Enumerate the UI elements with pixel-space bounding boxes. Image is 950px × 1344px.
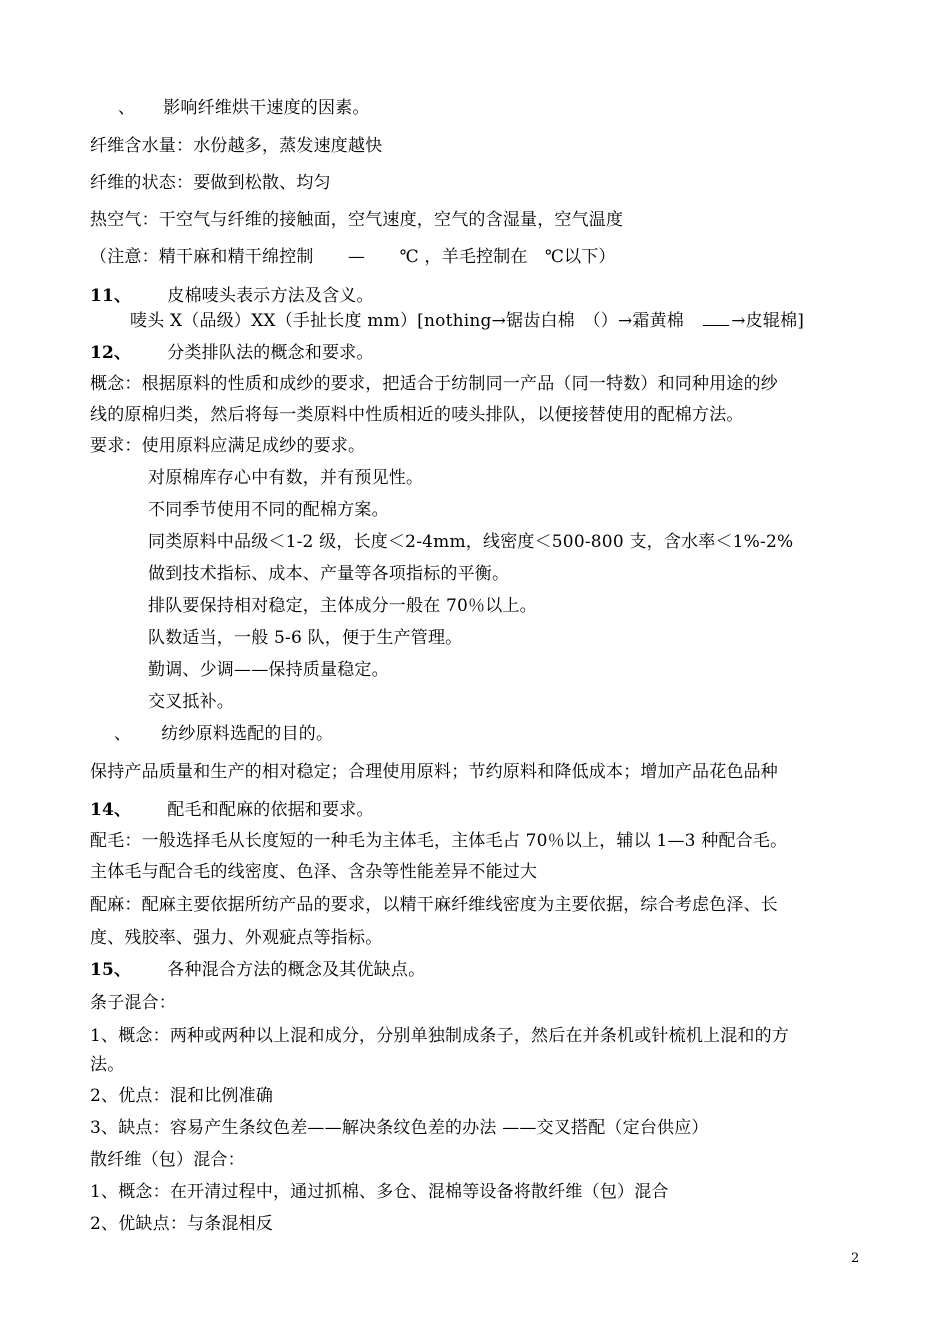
- q14-number: 14、: [90, 800, 132, 820]
- fill-in-blank: [703, 311, 729, 326]
- q12-heading: 分类排队法的概念和要求。: [167, 343, 374, 363]
- q15-bulk-title: 散纤维（包）混合：: [90, 1150, 245, 1170]
- q12-requirement-1: 对原棉库存心中有数，并有预见性。: [148, 468, 424, 488]
- q12-requirement-6: 队数适当，一般 5-6 队，便于生产管理。: [148, 628, 463, 648]
- page-number: 2: [851, 1251, 860, 1266]
- q15-sliver-disadvantage: 3、缺点：容易产生条纹色差——解决条纹色差的办法 ——交叉搭配（定台供应）: [90, 1118, 709, 1138]
- q12-concept-1: 概念：根据原料的性质和成纱的要求，把适合于纺制同一产品（同一特数）和同种用途的纱: [90, 374, 778, 394]
- q10-heading-number: 、: [118, 98, 136, 118]
- q10-line-4: （注意：精干麻和精干绵控制 — ℃ ，羊毛控制在 ℃以下）: [90, 247, 616, 267]
- q15-sliver-concept-2: 法。: [90, 1055, 125, 1075]
- q12-requirement-7: 勤调、少调——保持质量稳定。: [148, 660, 389, 680]
- q15-sliver-title: 条子混合：: [90, 993, 176, 1013]
- q14-hemp-2: 度、残胶率、强力、外观疵点等指标。: [90, 928, 383, 948]
- q12-requirement-3: 同类原料中品级＜1-2 级，长度＜2-4mm，线密度＜500-800 支，含水率＜1%-2%: [148, 532, 794, 552]
- q14-hemp-1: 配麻：配麻主要依据所纺产品的要求，以精干麻纤维线密度为主要依据，综合考虑色泽、长: [90, 895, 778, 915]
- q14-heading: 配毛和配麻的依据和要求。: [167, 800, 374, 820]
- q10-line-2: 纤维的状态：要做到松散、均匀: [90, 173, 331, 193]
- q11-line-b: →皮辊棉]: [731, 311, 805, 331]
- q14-heading-line: [90, 799, 374, 821]
- q10-line-1: 纤维含水量：水份越多，蒸发速度越快: [90, 136, 383, 156]
- q12-requirement-8: 交叉抵补。: [148, 692, 234, 712]
- q10-line-3: 热空气：干空气与纤维的接触面，空气速度，空气的含湿量，空气温度: [90, 210, 624, 230]
- q11-description: [130, 310, 804, 332]
- q11-heading: 皮棉唛头表示方法及含义。: [167, 286, 374, 306]
- q13-answer: 保持产品质量和生产的相对稳定；合理使用原料；节约原料和降低成本；增加产品花色品种: [90, 762, 778, 782]
- q11-line-a: 唛头 X（品级）XX（手扯长度 mm）[nothing→锯齿白棉 （）→霜黄棉: [130, 311, 702, 331]
- q12-heading-line: [90, 342, 374, 364]
- q13-number: 、: [114, 724, 132, 744]
- q15-heading: 各种混合方法的概念及其优缺点。: [167, 960, 426, 980]
- q13-heading-line: [114, 723, 333, 745]
- q15-bulk-pros-cons: 2、优缺点：与条混相反: [90, 1214, 274, 1234]
- q11-number: 11、: [90, 286, 132, 306]
- q15-heading-line: [90, 959, 425, 981]
- q12-requirement-2: 不同季节使用不同的配棉方案。: [148, 500, 389, 520]
- q12-concept-2: 线的原棉归类，然后将每一类原料中性质相近的唛头排队，以便接替使用的配棉方法。: [90, 405, 744, 425]
- q14-wool-2: 主体毛与配合毛的线密度、色泽、含杂等性能差异不能过大: [90, 862, 538, 882]
- q10-heading-line: [118, 97, 370, 119]
- q12-requirement-4: 做到技术指标、成本、产量等各项指标的平衡。: [148, 564, 510, 584]
- q12-requirement-intro: 要求：使用原料应满足成纱的要求。: [90, 436, 366, 456]
- q14-wool-1: 配毛：一般选择毛从长度短的一种毛为主体毛，主体毛占 70％以上，辅以 1—3 种配合毛。: [90, 831, 788, 851]
- q15-bulk-concept: 1、概念：在开清过程中，通过抓棉、多仓、混棉等设备将散纤维（包）混合: [90, 1182, 669, 1202]
- q12-requirement-5: 排队要保持相对稳定，主体成分一般在 70％以上。: [148, 596, 537, 616]
- q15-sliver-concept-1: 1、概念：两种或两种以上混和成分，分别单独制成条子，然后在并条机或针梳机上混和的方: [90, 1026, 790, 1046]
- q15-sliver-advantage: 2、优点：混和比例准确: [90, 1086, 274, 1106]
- q13-heading: 纺纱原料选配的目的。: [161, 724, 334, 744]
- q11-heading-line: [90, 285, 374, 307]
- q12-number: 12、: [90, 343, 132, 363]
- q15-number: 15、: [90, 960, 132, 980]
- q10-heading: 影响纤维烘干速度的因素。: [163, 98, 370, 118]
